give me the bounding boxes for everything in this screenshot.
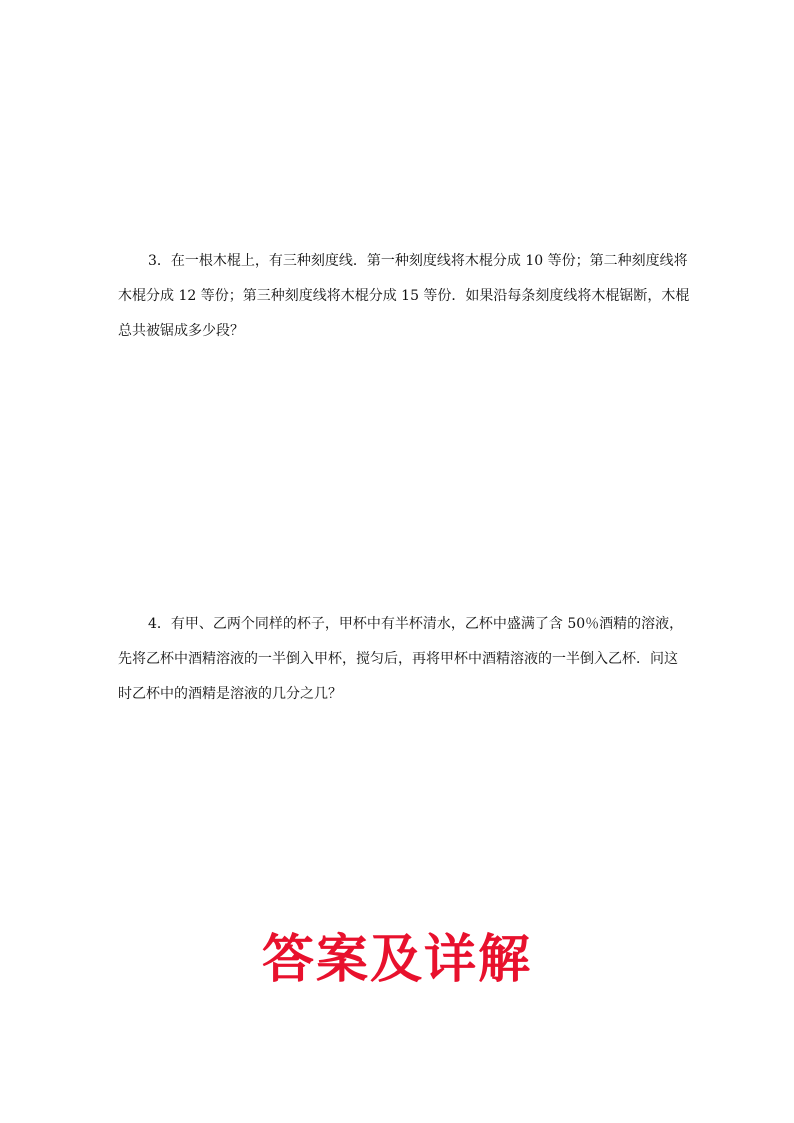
- problem-3: [118, 244, 688, 349]
- problem-3-line-1: 3．在一根木棍上，有三种刻度线．第一种刻度线将木棍分成 10 等份；第二种刻度线将: [148, 253, 688, 269]
- answer-heading: 答案及详解: [261, 930, 532, 990]
- problem-4-line-1: 4．有甲、乙两个同样的杯子，甲杯中有半杯清水，乙杯中盛满了含 50％酒精的溶液，: [148, 616, 684, 632]
- problem-4-line-2: 先将乙杯中酒精溶液的一半倒入甲杯，搅匀后，再将甲杯中酒精溶液的一半倒入乙杯．问这: [118, 651, 678, 667]
- problem-4: [118, 607, 688, 712]
- problem-4-line-3: 时乙杯中的酒精是溶液的几分之几？: [118, 686, 342, 702]
- problem-3-line-2: 木棍分成 12 等份；第三种刻度线将木棍分成 15 等份．如果沿每条刻度线将木棍锯断，木棍: [118, 288, 690, 304]
- problem-3-line-3: 总共被锯成多少段？: [118, 323, 244, 339]
